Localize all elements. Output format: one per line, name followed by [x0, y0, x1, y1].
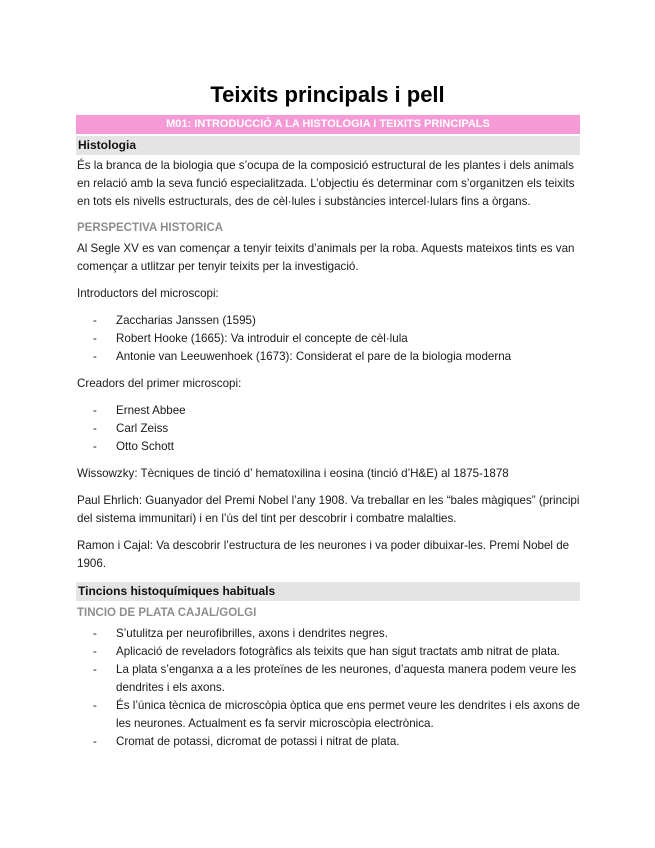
- wissowzky-paragraph: Wissowzky: Tècniques de tinció d’ hematoxilina i eosina (tinció d’H&E) al 1875-1878: [77, 467, 509, 480]
- list-item-text: Robert Hooke (1665): Va introduir el concepte de cèl·lula: [116, 332, 408, 345]
- list-dash: -: [93, 699, 97, 712]
- list-item-text: Carl Zeiss: [116, 422, 169, 435]
- list-item-text: Otto Schott: [116, 440, 174, 453]
- cajal-line-1: Ramon i Cajal: Va descobrir l’estructura de les neurones i va poder dibuixar-les. Premi Nobel de: [77, 539, 570, 552]
- list-item-text: Zaccharias Janssen (1595): [116, 314, 256, 327]
- subheading-tincio-plata: TINCIO DE PLATA CAJAL/GOLGI: [77, 607, 257, 619]
- list-item-text: És l’única tècnica de microscòpia òptica que ens permet veure les dendrites i els axons de: [116, 699, 580, 712]
- ehrlich-line-2: del sistema immunitari) i en l’ús del tint per descobrir i combatre malalties.: [77, 512, 457, 525]
- introductors-label: Introductors del microscopi:: [77, 287, 219, 300]
- creadors-label: Creadors del primer microscopi:: [77, 377, 242, 390]
- histologia-line-3: en tots els nivells estructurals, des de cèl·lules i substàncies intercel·lulars fins a òrgans.: [77, 195, 531, 208]
- cajal-line-2: 1906.: [77, 557, 107, 570]
- section-heading-tincions: Tincions histoquímiques habituals: [76, 582, 580, 601]
- section-heading-histologia: Histologia: [76, 136, 580, 155]
- ehrlich-line-1: Paul Ehrlich: Guanyador del Premi Nobel l’any 1908. Va treballar en les “bales màgiques” (principi: [77, 494, 580, 507]
- list-item-text: Antonie van Leeuwenhoek (1673): Considerat el pare de la biologia moderna: [116, 350, 512, 363]
- list-dash: -: [93, 627, 97, 640]
- list-dash: -: [93, 422, 97, 435]
- list-item-text-continued: les neurones. Actualment es fa servir microscòpia electrònica.: [116, 717, 434, 730]
- list-item-text: Aplicació de reveladors fotogràfics als teixits que han sigut tractats amb nitrat de plata.: [116, 645, 561, 658]
- page-title: Teixits principals i pell: [210, 82, 445, 107]
- list-dash: -: [93, 314, 97, 327]
- module-banner: M01: INTRODUCCIÓ A LA HISTOLOGIA I TEIXITS PRINCIPALS: [76, 115, 580, 134]
- perspectiva-line-2: començar a utlitzar per tenyir teixits per la investigació.: [77, 260, 359, 273]
- list-item-text: La plata s’enganxa a a les proteïnes de les neurones, d’aquesta manera podem veure les: [116, 663, 577, 676]
- perspectiva-line-1: Al Segle XV es van començar a tenyir teixits d’animals per la roba. Aquests mateixos tints es van: [77, 242, 575, 255]
- subheading-perspectiva: PERSPECTIVA HISTORICA: [77, 222, 224, 234]
- list-item-text: Cromat de potassi, dicromat de potassi i nitrat de plata.: [116, 735, 400, 748]
- list-dash: -: [93, 440, 97, 453]
- list-item-text-continued: dendrites i els axons.: [116, 681, 225, 694]
- list-dash: -: [93, 350, 97, 363]
- histologia-line-2: en relació amb la seva funció especialitzada. L’objectiu és determinar com s’organitzen els teixits: [77, 177, 575, 190]
- list-item-text: Ernest Abbee: [116, 404, 186, 417]
- histologia-line-1: És la branca de la biologia que s’ocupa de la composició estructural de les plantes i dels animals: [77, 159, 574, 172]
- list-dash: -: [93, 735, 97, 748]
- list-dash: -: [93, 645, 97, 658]
- list-dash: -: [93, 663, 97, 676]
- list-item-text: S’utulitza per neurofibrilles, axons i dendrites negres.: [116, 627, 388, 640]
- list-dash: -: [93, 332, 97, 345]
- list-dash: -: [93, 404, 97, 417]
